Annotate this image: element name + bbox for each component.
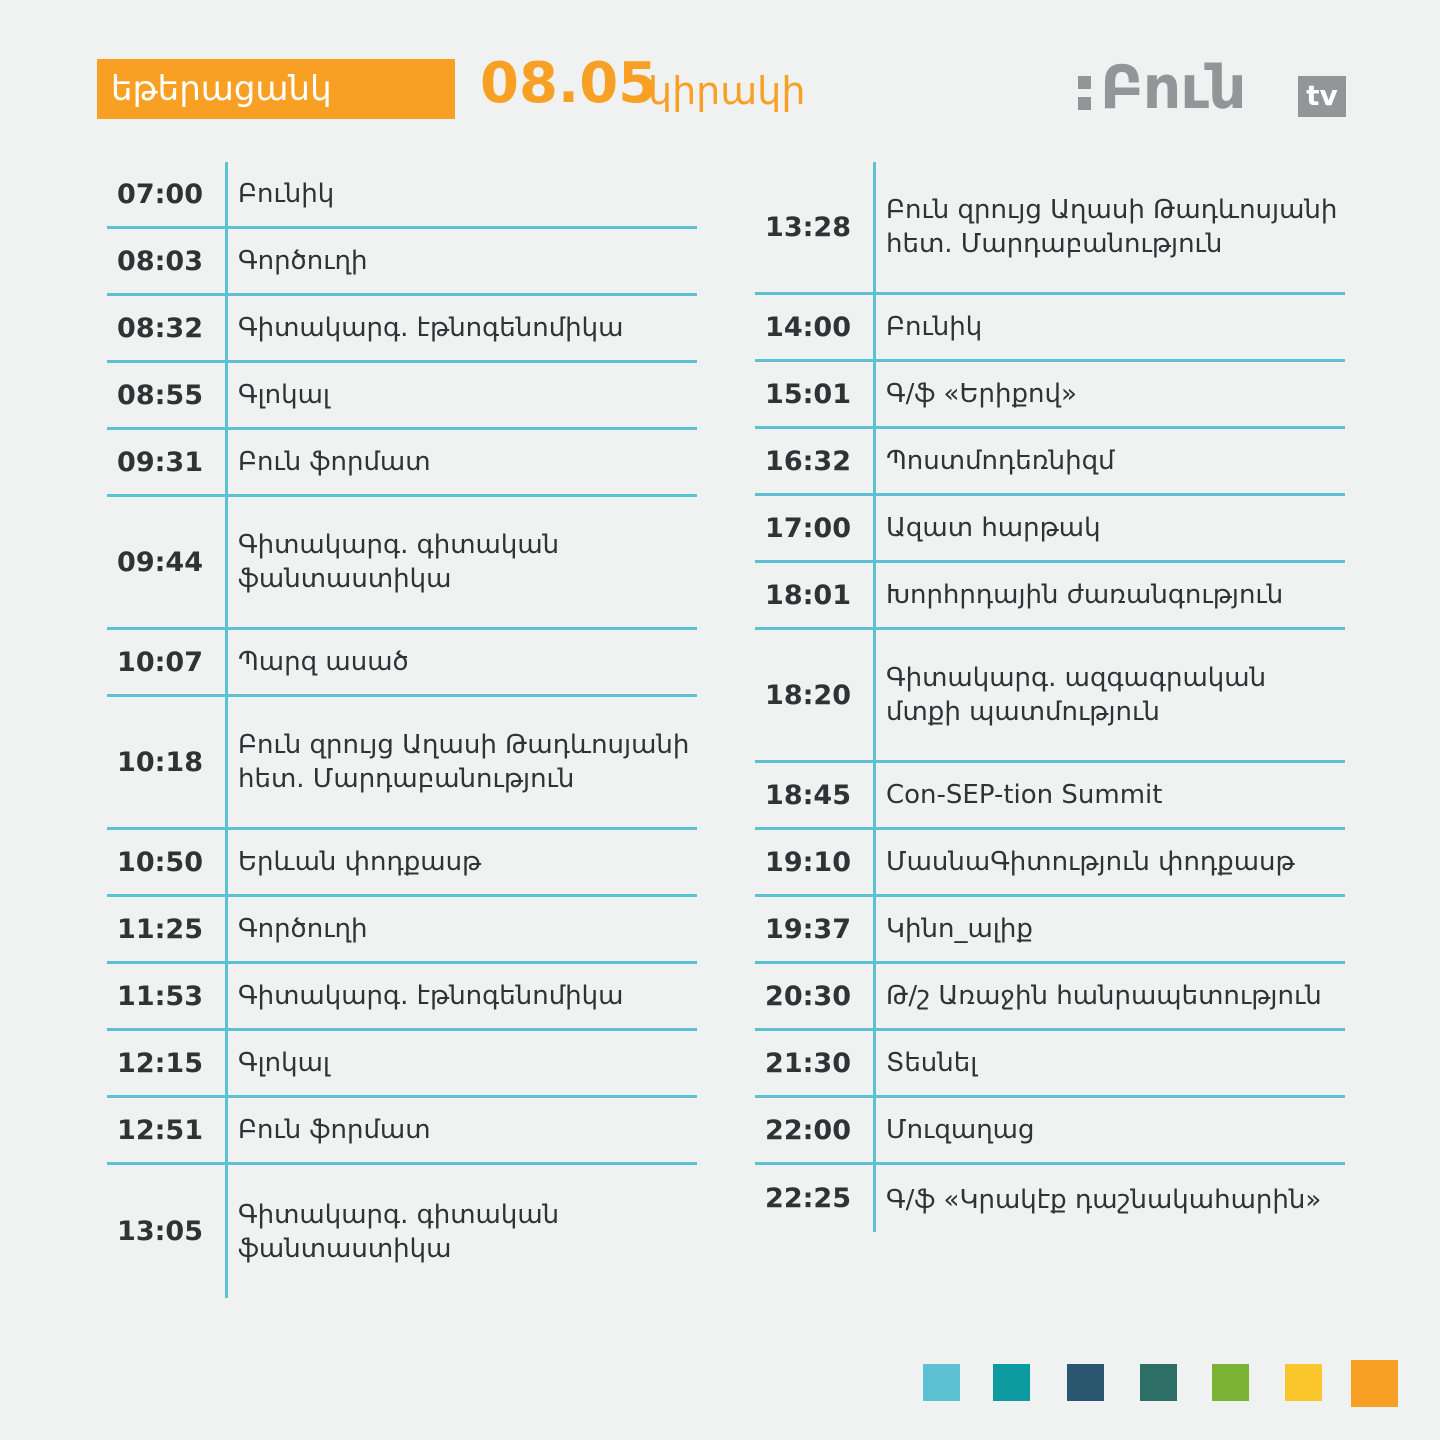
schedule-row bbox=[107, 229, 697, 296]
program-time: 19:10 bbox=[765, 846, 851, 878]
program-title: Գիտակարգ. գիտական ֆանտաստիկա bbox=[225, 497, 697, 627]
color-swatch bbox=[1351, 1360, 1398, 1407]
program-time: 15:01 bbox=[765, 378, 851, 410]
program-time: 21:30 bbox=[765, 1047, 851, 1079]
program-title: Բունիկ bbox=[873, 295, 1345, 359]
program-title: Գ/ֆ «Երիքով» bbox=[873, 362, 1345, 426]
program-time: 18:01 bbox=[765, 579, 851, 611]
schedule-row bbox=[755, 830, 1345, 897]
program-time: 17:00 bbox=[765, 512, 851, 544]
program-time: 12:51 bbox=[117, 1114, 203, 1146]
schedule-column-right bbox=[755, 162, 1345, 1232]
program-title: Տեսնել bbox=[873, 1031, 1345, 1095]
schedule-row bbox=[107, 1165, 697, 1298]
schedule-row bbox=[755, 763, 1345, 830]
program-time: 14:00 bbox=[765, 311, 851, 343]
color-swatch bbox=[923, 1364, 960, 1401]
color-swatch bbox=[1067, 1364, 1104, 1401]
program-title: Երևան փոդքասթ bbox=[225, 830, 697, 894]
schedule-weekday: կիրակի bbox=[648, 69, 806, 113]
program-time: 10:50 bbox=[117, 846, 203, 878]
program-title: ՄասնաԳիտություն փոդքասթ bbox=[873, 830, 1345, 894]
schedule-row bbox=[107, 1098, 697, 1165]
schedule-row bbox=[107, 162, 697, 229]
program-title: Խորհրդային ժառանգություն bbox=[873, 563, 1345, 627]
program-title: Գիտակարգ. գիտական ֆանտաստիկա bbox=[225, 1165, 697, 1298]
program-title: Գլոկալ bbox=[225, 1031, 697, 1095]
schedule-row bbox=[755, 563, 1345, 630]
schedule-row bbox=[107, 363, 697, 430]
program-time: 08:32 bbox=[117, 312, 203, 344]
program-title: Գ/ֆ «Կրակէք դաշնակահարին» bbox=[873, 1165, 1345, 1232]
color-swatch bbox=[1140, 1364, 1177, 1401]
schedule-label: եթերացանկ bbox=[97, 59, 455, 119]
color-swatch bbox=[1212, 1364, 1249, 1401]
program-title: Պարզ ասած bbox=[225, 630, 697, 694]
program-title: Գործուղի bbox=[225, 229, 697, 293]
program-time: 12:15 bbox=[117, 1047, 203, 1079]
program-time: 09:31 bbox=[117, 446, 203, 478]
schedule-row bbox=[107, 630, 697, 697]
logo-wordmark: Բուն bbox=[1100, 53, 1246, 123]
program-time: 19:37 bbox=[765, 913, 851, 945]
program-title: Մուզաղաց bbox=[873, 1098, 1345, 1162]
color-swatch bbox=[1285, 1364, 1322, 1401]
program-time: 08:03 bbox=[117, 245, 203, 277]
program-time: 08:55 bbox=[117, 379, 203, 411]
program-title: Գիտակարգ. ազգագրական մտքի պատմություն bbox=[873, 630, 1345, 760]
schedule-row bbox=[755, 362, 1345, 429]
program-title: Բունիկ bbox=[225, 162, 697, 226]
program-title: Պոստմոդեռնիզմ bbox=[873, 429, 1345, 493]
program-title: Գլոկալ bbox=[225, 363, 697, 427]
program-title: Բուն զրույց Աղասի Թադևոսյանի հետ. Մարդաբանություն bbox=[225, 697, 697, 827]
program-title: Գիտակարգ. էթնոգենոմիկա bbox=[225, 964, 697, 1028]
program-time: 07:00 bbox=[117, 178, 203, 210]
schedule-row bbox=[107, 430, 697, 497]
schedule-row bbox=[755, 1098, 1345, 1165]
program-time: 11:25 bbox=[117, 913, 203, 945]
schedule-row bbox=[107, 296, 697, 363]
program-time: 13:05 bbox=[117, 1216, 203, 1247]
logo-colon-mark bbox=[1078, 76, 1092, 118]
program-title: Բուն ֆորմատ bbox=[225, 430, 697, 494]
program-time: 10:18 bbox=[117, 746, 203, 778]
program-time: 10:07 bbox=[117, 646, 203, 678]
program-time: 09:44 bbox=[117, 546, 203, 578]
program-title: Գիտակարգ. էթնոգենոմիկա bbox=[225, 296, 697, 360]
schedule-row bbox=[755, 1165, 1345, 1232]
schedule-row bbox=[755, 295, 1345, 362]
schedule-row bbox=[107, 830, 697, 897]
schedule-row bbox=[755, 496, 1345, 563]
schedule-row bbox=[107, 1031, 697, 1098]
program-time: 13:28 bbox=[765, 211, 851, 243]
schedule-row bbox=[107, 497, 697, 630]
program-title: Բուն զրույց Աղասի Թադևոսյանի հետ. Մարդաբանություն bbox=[873, 162, 1345, 292]
schedule-row bbox=[107, 697, 697, 830]
program-title: Բուն ֆորմատ bbox=[225, 1098, 697, 1162]
schedule-row bbox=[755, 429, 1345, 496]
program-time: 18:45 bbox=[765, 779, 851, 811]
schedule-row bbox=[107, 897, 697, 964]
schedule-row bbox=[755, 1031, 1345, 1098]
logo-tv-badge: tv bbox=[1298, 76, 1346, 117]
schedule-row bbox=[755, 162, 1345, 295]
program-time: 20:30 bbox=[765, 980, 851, 1012]
schedule-column-left bbox=[107, 162, 697, 1298]
program-time: 18:20 bbox=[765, 679, 851, 711]
channel-logo bbox=[1078, 53, 1348, 123]
schedule-row bbox=[755, 964, 1345, 1031]
color-swatch bbox=[993, 1364, 1030, 1401]
schedule-row bbox=[107, 964, 697, 1031]
schedule-row bbox=[755, 630, 1345, 763]
program-title: Կինո_ալիք bbox=[873, 897, 1345, 961]
program-title: Con-SEP-tion Summit bbox=[873, 763, 1345, 827]
program-time: 22:00 bbox=[765, 1114, 851, 1146]
program-title: Ազատ հարթակ bbox=[873, 496, 1345, 560]
program-time: 22:25 bbox=[765, 1183, 851, 1214]
schedule-row bbox=[755, 897, 1345, 964]
program-time: 16:32 bbox=[765, 445, 851, 477]
program-title: Թ/շ Առաջին հանրապետություն bbox=[873, 964, 1345, 1028]
program-title: Գործուղի bbox=[225, 897, 697, 961]
schedule-date: 08.05 bbox=[480, 51, 658, 116]
program-time: 11:53 bbox=[117, 980, 203, 1012]
